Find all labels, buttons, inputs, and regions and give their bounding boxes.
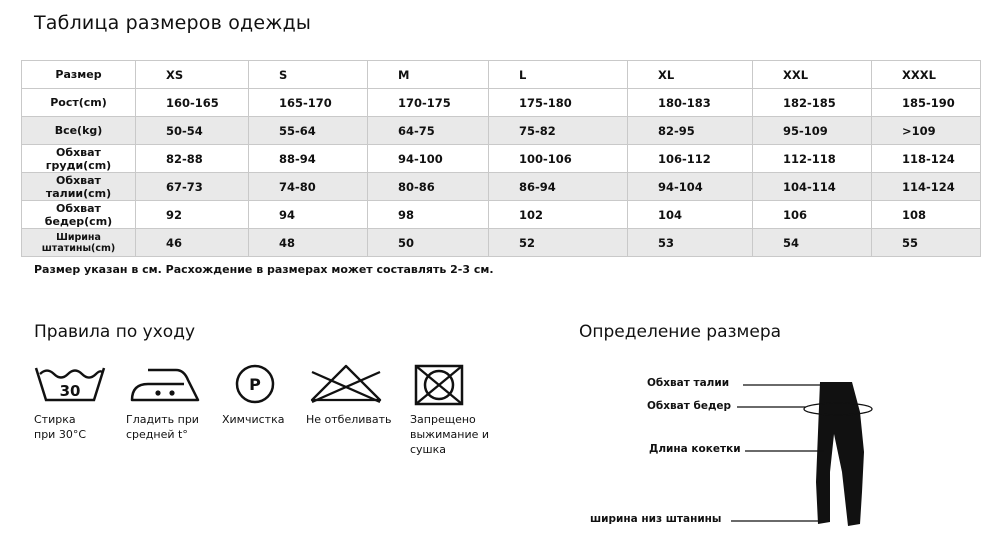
table-cell: 88-94	[249, 145, 368, 173]
no-wring-dry-icon	[410, 362, 470, 408]
table-cell: 82-88	[136, 145, 249, 173]
row-label: Все(kg)	[22, 117, 136, 145]
table-cell: 185-190	[872, 89, 981, 117]
table-cell: 50-54	[136, 117, 249, 145]
no-bleach-icon	[306, 362, 386, 404]
size-header-cell: XXL	[753, 61, 872, 89]
table-cell: 94	[249, 201, 368, 229]
care-label-wash: Стирка при 30°C	[34, 413, 86, 441]
row-label: Рост(cm)	[22, 89, 136, 117]
table-cell: 102	[489, 201, 628, 229]
care-item-dryclean	[222, 362, 312, 427]
label-hips: Обхват бедер	[647, 400, 732, 412]
row-label: Обхват талии(cm)	[22, 173, 136, 201]
iron-medium-icon	[126, 362, 206, 404]
care-item-wash	[34, 362, 124, 442]
row-label: Обхват груди(cm)	[22, 145, 136, 173]
table-row	[22, 89, 981, 117]
table-cell: 53	[628, 229, 753, 257]
wash-temperature: 30	[59, 382, 81, 400]
size-diagram	[580, 372, 900, 542]
table-cell: 98	[368, 201, 489, 229]
table-cell: 108	[872, 201, 981, 229]
table-cell: 104-114	[753, 173, 872, 201]
table-cell: 170-175	[368, 89, 489, 117]
row-label: Ширина штатины(cm)	[22, 229, 136, 257]
table-row	[22, 117, 981, 145]
table-cell: 175-180	[489, 89, 628, 117]
table-cell: 182-185	[753, 89, 872, 117]
table-cell: 55	[872, 229, 981, 257]
table-cell: 50	[368, 229, 489, 257]
table-header-row	[22, 61, 981, 89]
table-row	[22, 201, 981, 229]
table-cell: 48	[249, 229, 368, 257]
table-cell: 94-104	[628, 173, 753, 201]
table-cell: 104	[628, 201, 753, 229]
label-yoke: Длина кокетки	[649, 443, 741, 455]
wash-30-icon	[34, 362, 106, 404]
row-label: Обхват бедер(cm)	[22, 201, 136, 229]
table-cell: 106-112	[628, 145, 753, 173]
size-note: Размер указан в см. Расхождение в размерах может составлять 2-3 см.	[34, 263, 494, 276]
table-cell: 100-106	[489, 145, 628, 173]
table-cell: 80-86	[368, 173, 489, 201]
table-cell: 106	[753, 201, 872, 229]
table-header-label: Размер	[22, 61, 136, 89]
size-header-cell: S	[249, 61, 368, 89]
care-label-bleach: Не отбеливать	[306, 413, 392, 426]
size-header-cell: XS	[136, 61, 249, 89]
size-header-cell: XXXL	[872, 61, 981, 89]
table-row	[22, 173, 981, 201]
care-label-dryclean: Химчистка	[222, 413, 285, 426]
table-cell: 55-64	[249, 117, 368, 145]
table-cell: 180-183	[628, 89, 753, 117]
table-cell: 67-73	[136, 173, 249, 201]
table-row	[22, 229, 981, 257]
care-item-nowring	[410, 362, 500, 457]
table-cell: 160-165	[136, 89, 249, 117]
table-cell: 92	[136, 201, 249, 229]
table-cell: 46	[136, 229, 249, 257]
table-cell: 112-118	[753, 145, 872, 173]
table-cell: 86-94	[489, 173, 628, 201]
size-table	[21, 60, 981, 257]
size-guide-title: Определение размера	[579, 322, 782, 342]
table-cell: 95-109	[753, 117, 872, 145]
table-cell: 114-124	[872, 173, 981, 201]
label-leg-width: ширина низ штанины	[590, 513, 722, 525]
table-cell: 54	[753, 229, 872, 257]
table-cell: 75-82	[489, 117, 628, 145]
table-cell: >109	[872, 117, 981, 145]
label-waist: Обхват талии	[647, 377, 730, 389]
size-header-cell: XL	[628, 61, 753, 89]
table-row	[22, 145, 981, 173]
table-cell: 94-100	[368, 145, 489, 173]
table-cell: 74-80	[249, 173, 368, 201]
care-label-nowring: Запрещено выжимание и сушка	[410, 413, 490, 456]
care-section-title: Правила по уходу	[34, 322, 196, 342]
table-cell: 118-124	[872, 145, 981, 173]
table-cell: 165-170	[249, 89, 368, 117]
size-header-cell: M	[368, 61, 489, 89]
table-cell: 52	[489, 229, 628, 257]
dryclean-symbol: P	[249, 375, 261, 394]
care-label-iron: Гладить при средней t°	[126, 413, 199, 441]
care-item-bleach	[306, 362, 396, 427]
dry-clean-p-icon	[222, 362, 292, 404]
care-item-iron	[126, 362, 216, 442]
table-cell: 64-75	[368, 117, 489, 145]
size-header-cell: L	[489, 61, 628, 89]
page-title: Таблица размеров одежды	[34, 12, 312, 34]
table-cell: 82-95	[628, 117, 753, 145]
